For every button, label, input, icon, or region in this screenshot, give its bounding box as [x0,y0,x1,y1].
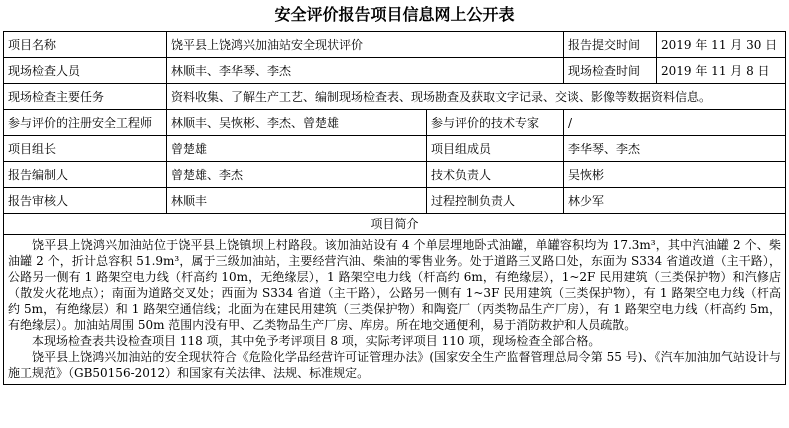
tech-lead-value: 吴恢彬 [564,162,786,188]
members-label: 项目组成员 [427,136,564,162]
table-row [4,162,786,188]
page-title: 安全评价报告项目信息网上公开表 [274,5,515,24]
process-ctrl-label: 过程控制负责人 [427,188,564,214]
intro-paragraph-3: 饶平县上饶鸿兴加油站的安全现状符合《危险化学品经营许可证管理办法》(国家安全生产监督管理总局令第 55 号)、《汽车加油加气站设计与施工规范》（GB50156-2012）和国家有关法律、法规、标准规定。 [8,350,782,380]
table-row [4,188,786,214]
inspect-time-label: 现场检查时间 [564,58,657,84]
submit-time-label: 报告提交时间 [564,32,657,58]
leader-value: 曾楚雄 [167,136,427,162]
intro-body [4,235,786,385]
table-row [4,84,786,110]
leader-label: 项目组长 [4,136,167,162]
engineers-value: 林顺丰、吴恢彬、李杰、曾楚雄 [167,110,427,136]
compiler-label: 报告编制人 [4,162,167,188]
inspectors-label: 现场检查人员 [4,58,167,84]
project-name-label: 项目名称 [4,32,167,58]
submit-time-value: 2019 年 11 月 30 日 [657,32,786,58]
engineers-label: 参与评价的注册安全工程师 [4,110,167,136]
process-ctrl-value: 林少军 [564,188,786,214]
tasks-label: 现场检查主要任务 [4,84,167,110]
compiler-value: 曾楚雄、李杰 [167,162,427,188]
intro-paragraph-2: 本现场检查表共设检查项目 118 项，其中免予考评项目 8 项，实际考评项目 110 项，现场检查全部合格。 [32,334,601,348]
inspectors-value: 林顺丰、李华琴、李杰 [167,58,564,84]
experts-label: 参与评价的技术专家 [427,110,564,136]
inspect-time-value: 2019 年 11 月 8 日 [657,58,786,84]
table-row [4,214,786,235]
table-row [4,32,786,58]
intro-heading: 项目简介 [4,214,786,235]
experts-value: / [564,110,786,136]
members-value: 李华琴、李杰 [564,136,786,162]
tech-lead-label: 技术负责人 [427,162,564,188]
table-row [4,110,786,136]
tasks-value: 资料收集、了解生产工艺、编制现场检查表、现场勘查及获取文字记录、交谈、影像等数据资料信息。 [167,84,786,110]
reviewer-value: 林顺丰 [167,188,427,214]
info-table [3,31,786,385]
table-row [4,58,786,84]
table-row [4,136,786,162]
reviewer-label: 报告审核人 [4,188,167,214]
intro-paragraph-1: 饶平县上饶鸿兴加油站位于饶平县上饶镇坝上村路段。该加油站设有 4 个单层埋地卧式油罐，单罐容积均为 17.3m³，其中汽油罐 2 个、柴油罐 2 个，折计总容积 51.9m³，属于三级加油站，主要经营汽油、柴油的零售业务。处于道路三叉路口处，东面为 S334 省道改道（主干路），公路另一侧有 1 路架空电力线（杆高约 10m，无绝缘层），1 路架空电力线（杆高约 6m，有绝缘层），1~2F 民用建筑（三类保护物）和汽修店（散发火花地点）；南面为道路交叉处；西面为 S334 省道（主干路），公路另一侧有 1~3F 民用建筑（三类保护物），有 1 路架空电力线（杆高约 5m，有绝缘层）和 1 路架空通信线；北面为在建民用建筑（三类保护物）和陶瓷厂（丙类物品生产厂房），有 1 路架空电力线（杆高约 5m，有绝缘层）。加油站周围 50m 范围内没有甲、乙类物品生产厂房、库房。所在地交通便利，易于消防救护和人员疏散。 [8,238,782,332]
project-name-value: 饶平县上饶鸿兴加油站安全现状评价 [167,32,564,58]
table-row [4,235,786,385]
